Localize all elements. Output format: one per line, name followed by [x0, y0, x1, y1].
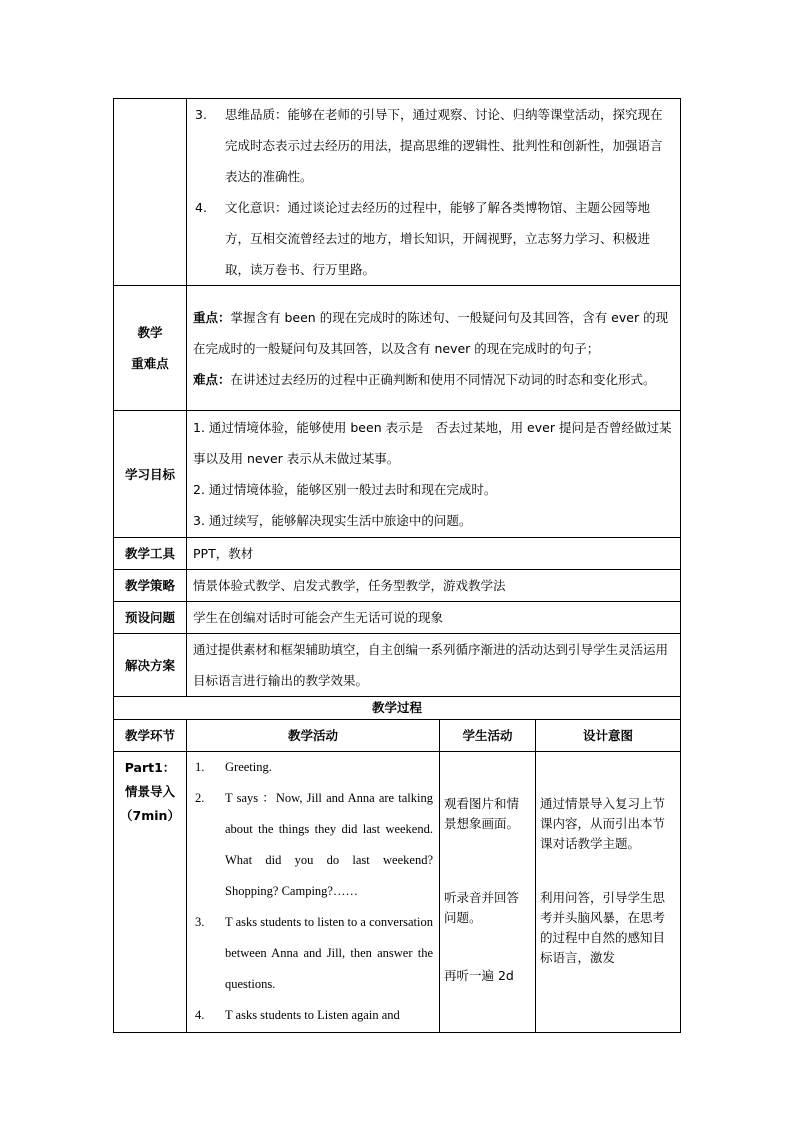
- objectives-content: [187, 99, 681, 286]
- focus-label: 重点：: [193, 309, 231, 325]
- part1-label-line3: （7min）: [120, 808, 180, 823]
- objectives-label-cell: [114, 99, 187, 286]
- objective-number: 4.: [195, 200, 207, 215]
- student-activity: 再听一遍 2d: [444, 968, 514, 983]
- goals-label: 学习目标: [114, 411, 187, 538]
- header-activity: 教学活动: [187, 720, 440, 752]
- key-points-label-line2: 重难点: [131, 356, 169, 371]
- key-points-label-line1: 教学: [137, 325, 163, 340]
- activity-item: [193, 783, 433, 907]
- activity-text: Greeting.: [225, 760, 272, 774]
- activity-number: 1.: [195, 760, 205, 774]
- part1-activities: [187, 752, 440, 1033]
- objective-item: [193, 99, 674, 192]
- part1-label-line2: 情景导入: [124, 784, 175, 799]
- part1-intent: [536, 752, 681, 1033]
- part1-row: [114, 752, 681, 1033]
- key-points-content: [187, 286, 681, 411]
- tools-value: PPT，教材: [187, 538, 681, 570]
- strategy-value: 情景体验式教学、启发式教学，任务型教学，游戏教学法: [187, 570, 681, 602]
- activity-item: [193, 752, 433, 783]
- problems-label: 预设问题: [114, 602, 187, 634]
- tools-row: [114, 538, 681, 570]
- goal-item: 1. 通过情境体验，能够使用 been 表示是 否去过某地，用 ever 提问是否曾经做过某事以及用 never 表示从未做过某事。: [193, 420, 672, 466]
- goals-row: [114, 411, 681, 538]
- header-stage: 教学环节: [114, 720, 187, 752]
- solution-value: 通过提供素材和框架辅助填空，自主创编一系列循序渐进的活动达到引导学生灵活运用目标语言进行输出的教学效果。: [187, 634, 681, 697]
- tools-label: 教学工具: [114, 538, 187, 570]
- activity-item: [193, 907, 433, 1000]
- problems-row: [114, 602, 681, 634]
- focus-paragraph: [193, 302, 674, 364]
- difficulty-text: 在讲述过去经历的过程中正确判断和使用不同情况下动词的时态和变化形式。: [230, 371, 656, 387]
- objectives-row: [114, 99, 681, 286]
- activity-number: 4.: [195, 1008, 205, 1022]
- process-title-row: [114, 697, 681, 720]
- difficulty-paragraph: [193, 364, 674, 395]
- objective-item: [193, 192, 674, 285]
- activity-number: 2.: [195, 791, 205, 805]
- objective-number: 3.: [195, 107, 207, 122]
- design-intent: 利用问答，引导学生思考并头脑风暴，在思考的过程中自然的感知目标语言，激发: [540, 890, 666, 965]
- part1-label-line1: Part1：: [124, 760, 176, 775]
- key-points-row: [114, 286, 681, 411]
- design-intent: 通过情景导入复习上节课内容，从而引出本节课对话教学主题。: [540, 796, 666, 851]
- focus-text: 掌握含有 been 的现在完成时的陈述句、一般疑问句及其回答，含有 ever 的现在完成时的一般疑问句及其回答，以及含有 never 的现在完成时的句子；: [193, 309, 669, 356]
- header-intent: 设计意图: [536, 720, 681, 752]
- activity-text: T asks students to listen to a conversation between Anna and Jill, then answer the questions.: [225, 915, 433, 991]
- activity-item: [193, 1000, 433, 1031]
- difficulty-label: 难点：: [193, 371, 231, 387]
- student-activity: 观看图片和情景想象画面。: [444, 796, 520, 831]
- activity-number: 3.: [195, 915, 205, 929]
- objective-text: 思维品质：能够在老师的引导下，通过观察、讨论、归纳等课堂活动，探究现在完成时态表示过去经历的用法，提高思维的逻辑性、批判性和创新性，加强语言表达的准确性。: [225, 107, 663, 184]
- objective-text: 文化意识：通过谈论过去经历的过程中，能够了解各类博物馆、主题公园等地方，互相交流曾经去过的地方，增长知识，开阔视野，立志努力学习、积极进取，读万卷书、行万里路。: [225, 200, 651, 277]
- strategy-label: 教学策略: [114, 570, 187, 602]
- goal-item: 2. 通过情境体验，能够区别一般过去时和现在完成时。: [193, 482, 497, 497]
- solution-label: 解决方案: [114, 634, 187, 697]
- problems-value: 学生在创编对话时可能会产生无话可说的现象: [187, 602, 681, 634]
- student-activity: 听录音并回答问题。: [444, 890, 520, 925]
- activity-text: T says ：Now, Jill and Anna are talking about the things they did last weekend. What did you do last weekend? Shopping? Camping?……: [225, 791, 433, 898]
- activity-text: T asks students to Listen again and: [225, 1008, 400, 1022]
- process-title: 教学过程: [114, 697, 681, 720]
- process-header-row: [114, 720, 681, 752]
- goals-content: [187, 411, 681, 538]
- strategy-row: [114, 570, 681, 602]
- part1-label: [114, 752, 187, 1033]
- header-student: 学生活动: [440, 720, 536, 752]
- goal-item: 3. 通过续写，能够解决现实生活中旅途中的问题。: [193, 513, 472, 528]
- lesson-plan-table: [113, 98, 681, 1033]
- part1-student: [440, 752, 536, 1033]
- key-points-label: [114, 286, 187, 411]
- solution-row: [114, 634, 681, 697]
